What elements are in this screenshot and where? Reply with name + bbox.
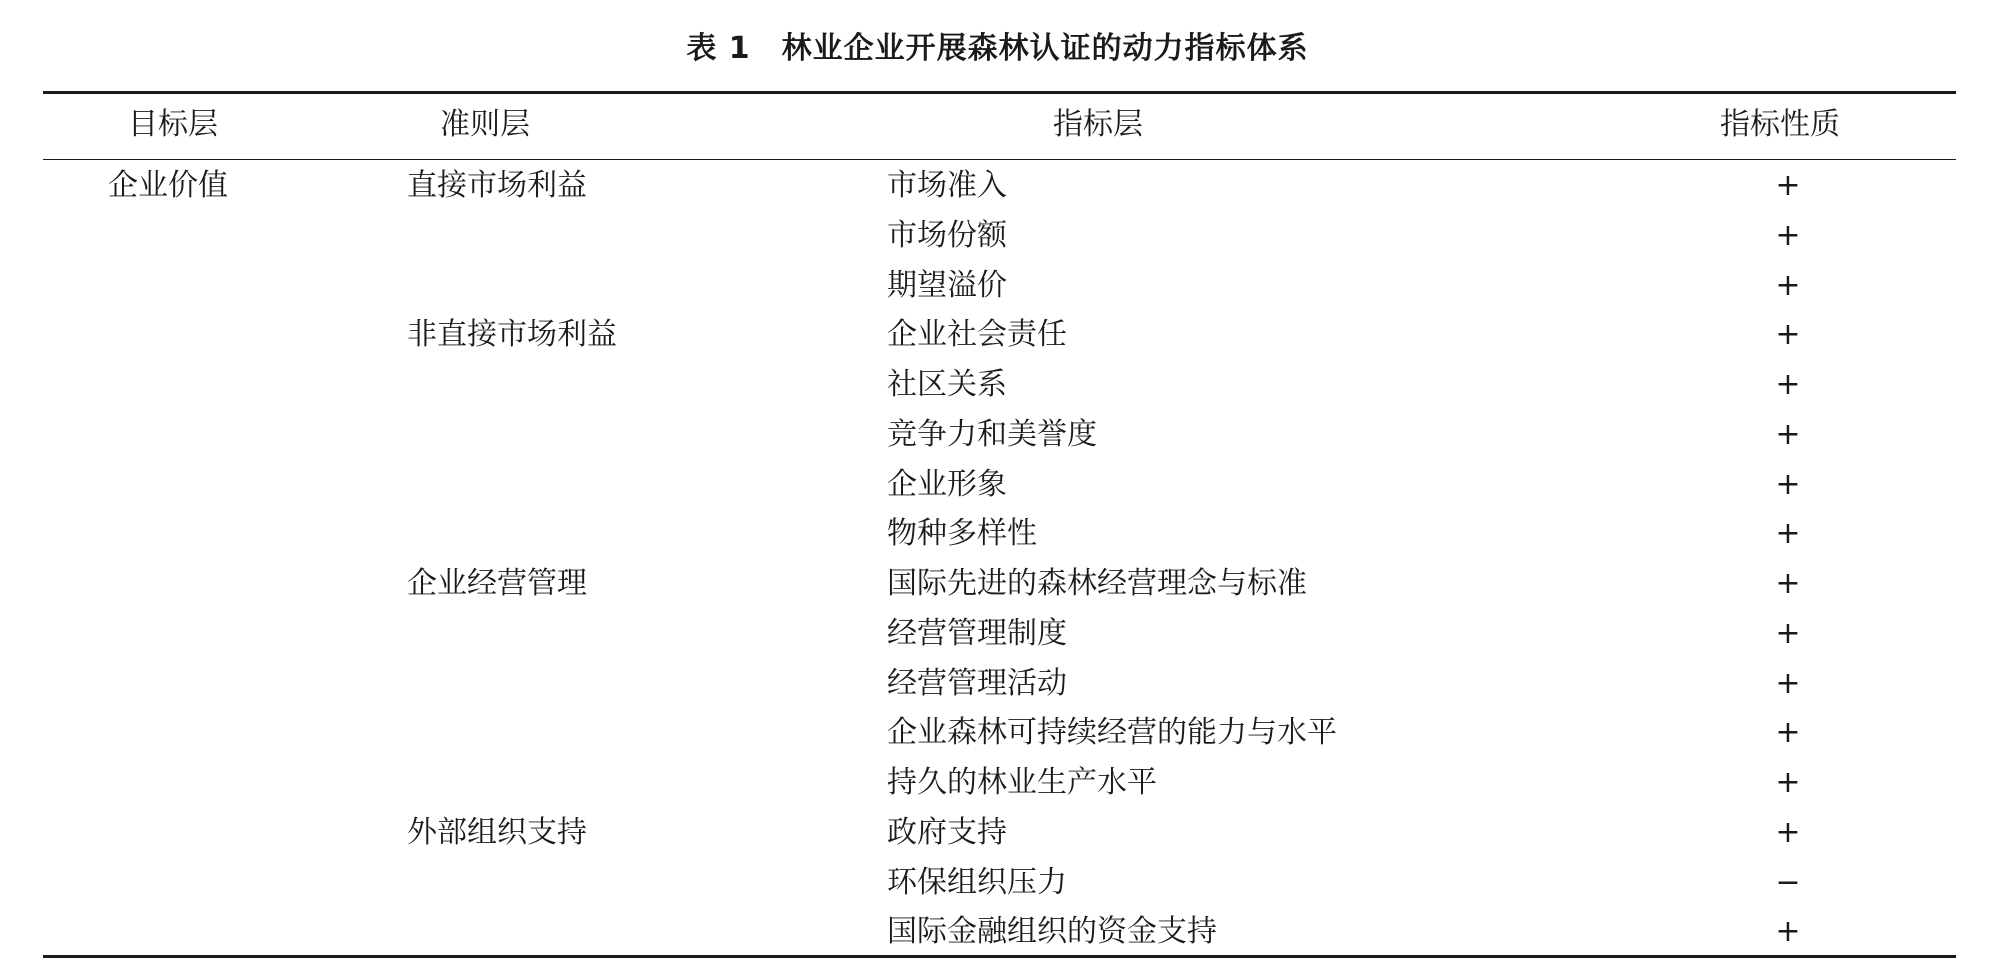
table-row	[0, 410, 1995, 460]
table-body	[0, 161, 1995, 957]
table-top-rule	[43, 91, 1956, 94]
cell-indicator: 国际金融组织的资金支持	[887, 914, 1217, 950]
table-row	[0, 161, 1995, 211]
table-row	[0, 360, 1995, 410]
cell-indicator: 持久的林业生产水平	[887, 765, 1157, 800]
table-row	[0, 211, 1995, 261]
table-bottom-rule	[43, 955, 1956, 958]
cell-indicator: 市场准入	[887, 168, 1007, 203]
cell-nature: +	[1775, 516, 1801, 552]
cell-nature: −	[1775, 864, 1801, 900]
cell-criteria: 企业经营管理	[407, 566, 587, 601]
cell-indicator: 政府支持	[887, 814, 1007, 850]
header-indicator-layer: 指标层	[1053, 107, 1143, 142]
cell-indicator: 社区关系	[887, 367, 1007, 402]
cell-criteria: 直接市场利益	[407, 168, 587, 203]
table-row	[0, 261, 1995, 311]
table-row	[0, 708, 1995, 758]
cell-nature: +	[1775, 317, 1801, 353]
cell-nature: +	[1775, 367, 1801, 402]
table-row	[0, 559, 1995, 609]
table-row	[0, 858, 1995, 908]
table-row	[0, 509, 1995, 559]
cell-criteria: 外部组织支持	[407, 814, 587, 850]
cell-nature: +	[1775, 665, 1801, 701]
header-target-layer: 目标层	[128, 107, 218, 142]
cell-nature: +	[1775, 168, 1801, 203]
cell-nature: +	[1775, 715, 1801, 751]
cell-nature: +	[1775, 217, 1801, 253]
cell-indicator: 经营管理制度	[887, 615, 1067, 651]
table-row	[0, 310, 1995, 360]
cell-nature: +	[1775, 566, 1801, 601]
cell-nature: +	[1775, 814, 1801, 850]
cell-indicator: 企业社会责任	[887, 317, 1067, 353]
table-header-row	[0, 100, 1995, 152]
cell-indicator: 环保组织压力	[887, 864, 1067, 900]
cell-nature: +	[1775, 466, 1801, 502]
cell-nature: +	[1775, 765, 1801, 800]
table-row	[0, 460, 1995, 510]
cell-nature: +	[1775, 914, 1801, 950]
header-criteria-layer: 准则层	[440, 107, 530, 142]
cell-indicator: 竞争力和美誉度	[887, 416, 1097, 452]
cell-indicator: 国际先进的森林经营理念与标准	[887, 566, 1307, 601]
header-indicator-nature: 指标性质	[1720, 107, 1840, 142]
table-header-rule	[43, 159, 1956, 160]
table-row	[0, 659, 1995, 709]
cell-indicator: 经营管理活动	[887, 665, 1067, 701]
table-row	[0, 808, 1995, 858]
cell-target: 企业价值	[108, 168, 228, 203]
cell-nature: +	[1775, 267, 1801, 303]
table-caption: 表 1 林业企业开展森林认证的动力指标体系	[686, 31, 1309, 66]
cell-criteria: 非直接市场利益	[407, 317, 617, 353]
table-row	[0, 609, 1995, 659]
table-row	[0, 758, 1995, 808]
cell-indicator: 期望溢价	[887, 267, 1007, 303]
table-row	[0, 907, 1995, 957]
cell-nature: +	[1775, 615, 1801, 651]
cell-indicator: 物种多样性	[887, 516, 1037, 552]
cell-indicator: 企业形象	[887, 466, 1007, 502]
cell-indicator: 企业森林可持续经营的能力与水平	[887, 715, 1337, 751]
cell-indicator: 市场份额	[887, 217, 1007, 253]
cell-nature: +	[1775, 416, 1801, 452]
